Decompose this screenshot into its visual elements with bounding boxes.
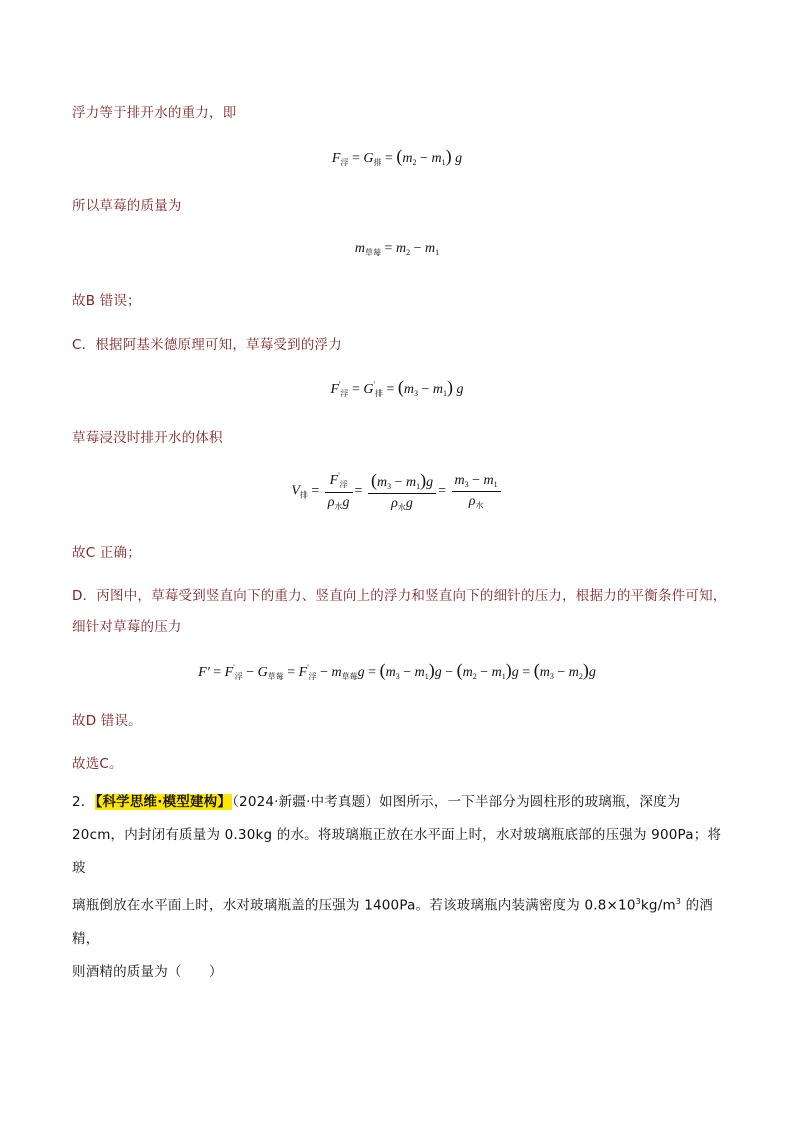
question-tag: 【科学思维·模型建构】 (95, 794, 232, 810)
text-line: 故B 错误； (72, 293, 141, 309)
equation-buoyancy: $F_浮 = G_排 = (m_2 - m_1)$ g (331, 146, 463, 167)
text-line: 故选C。 (72, 756, 123, 772)
equation-volume: $V_排$ = $\frac{F'_浮}{\rho_水g}$ = $\frac{(m_3 - m_1)g}{\rho_水g}$ = $\frac{m_3 - m_1}{\rho_水}$ (0, 470, 794, 513)
text-line: 浮力等于排开水的重力，即 (72, 105, 237, 121)
question-2 (72, 786, 732, 989)
text-line: C．根据阿基米德原理可知，草莓受到的浮力 (72, 337, 342, 353)
question-text: kg/m (640, 897, 676, 914)
question-text: 的酒精， (72, 897, 713, 947)
exponent: 3 (675, 897, 682, 906)
equation-buoyancy-c: $F'_浮 = G'_排 = (m_3 - m_1)$ g (330, 377, 464, 398)
text-line: 草莓浸没时排开水的体积 (72, 430, 223, 446)
question-text: 璃瓶倒放在水平面上时，水对玻璃瓶盖的压强为 1400Pa。若该玻璃瓶内装满密度为 0.8×10 (72, 897, 636, 914)
question-2-line-4: 则酒精的质量为（ ） (72, 963, 223, 980)
text-line: 所以草莓的质量为 (72, 198, 182, 214)
question-2-line-2: 20cm，内封闭有质量为 0.30kg 的水。将玻璃瓶正放在水平面上时，水对玻璃瓶底部的压强为 900Pa；将玻 (72, 827, 722, 876)
question-number: 2． (72, 794, 95, 810)
exponent: 3 (635, 897, 641, 906)
text-line: 故C 正确； (72, 545, 141, 561)
text-line: D．丙图中，草莓受到竖直向下的重力、竖直向上的浮力和竖直向下的细针的压力，根据力的平衡条件可知， (72, 588, 727, 604)
question-2-line-3 (72, 885, 732, 956)
equation-mass: $m_{草莓} = m_2 - m_1$ (354, 241, 440, 257)
text-line: 细针对草莓的压力 (72, 619, 182, 635)
question-2-line-1 (72, 786, 732, 819)
question-source: （2024·新疆·中考真题） (232, 794, 380, 810)
equation-pressure-force: $F' = F'_浮 - G_{草莓} = F'_浮 - m_{草莓}g = (m_3 - m_1)g - (m_2 - m_1)g = (m_3 - m_2)g$ (198, 660, 596, 681)
text-line: 故D 错误。 (72, 713, 142, 729)
question-text: 如图所示，一下半部分为圆柱形的玻璃瓶，深度为 (379, 794, 681, 810)
